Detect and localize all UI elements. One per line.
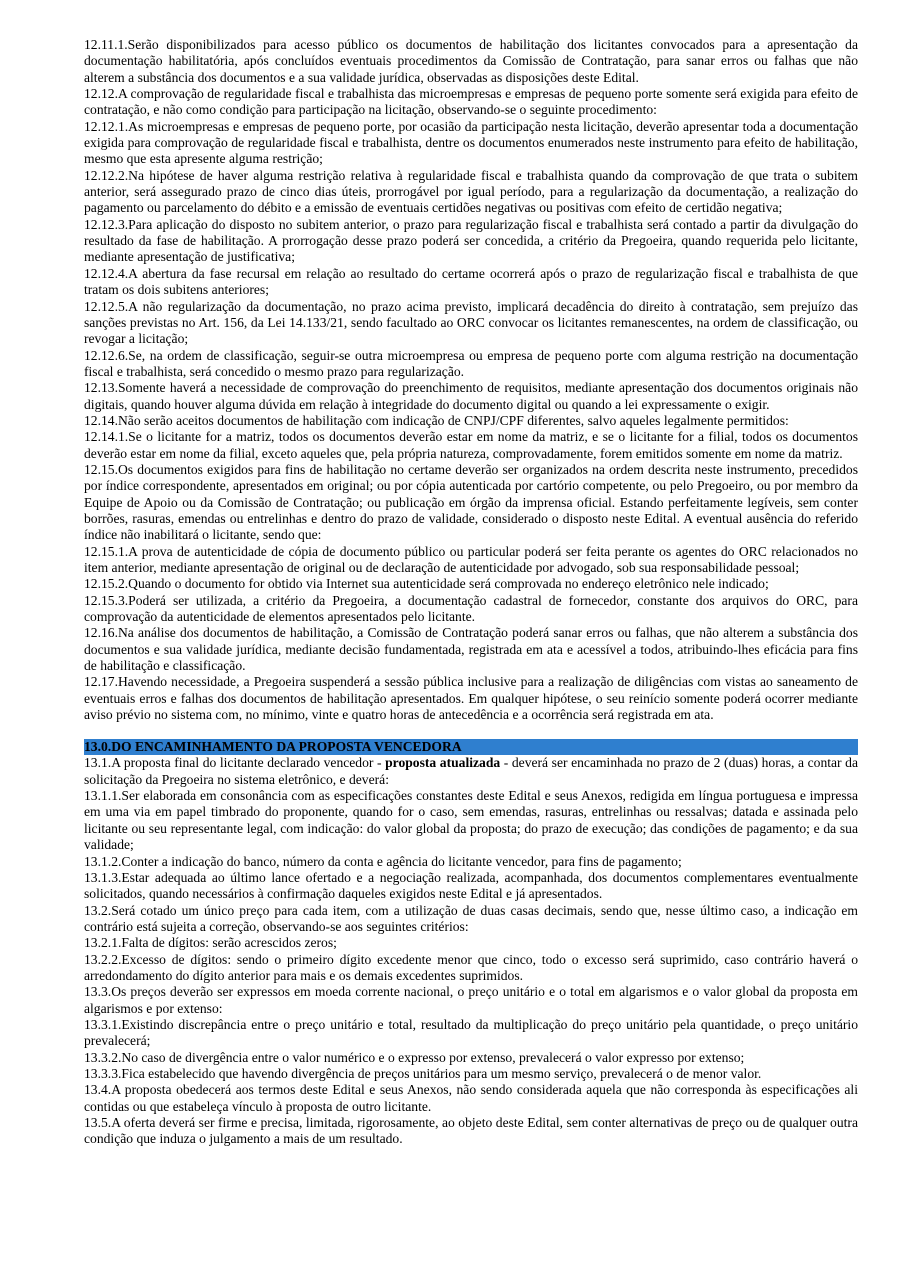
section-12 (84, 37, 858, 723)
paragraph: 13.4.A proposta obedecerá aos termos deste Edital e seus Anexos, não sendo considerada aquela que não corresponda às especificações ali contidas ou que estabeleça vínculo à proposta de outro licitante. (84, 1082, 858, 1114)
paragraph: 13.1.2.Conter a indicação do banco, número da conta e agência do licitante vencedor, para fins de pagamento; (84, 853, 682, 869)
paragraph: 12.15.1.A prova de autenticidade de cópia de documento público ou particular poderá ser feita perante os agentes do ORC relacionados no item anterior, mediante apresentação de original ou de declaração de autenticidade por advogado, sob sua responsabilidade pessoal; (84, 543, 858, 575)
paragraph: 12.12.5.A não regularização da documentação, no prazo acima previsto, implicará decadência do direito à contratação, sem prejuízo das sanções previstas no Art. 156, da Lei 14.133/21, sendo facultado ao ORC convocar os licitantes remanescentes, na ordem de classificação, ou revogar a licitação; (84, 298, 858, 347)
spacer (84, 723, 858, 739)
paragraph: 12.12.1.As microempresas e empresas de pequeno porte, por ocasião da participação nesta licitação, deverão apresentar toda a documentação exigida para comprovação de regularidade fiscal e trabalhista, dentre os documentos enumerados neste instrumento para efeito de habilitação, mesmo que esta apresente alguma restrição; (84, 118, 858, 167)
paragraph: 12.17.Havendo necessidade, a Pregoeira suspenderá a sessão pública inclusive para a realização de diligências com vistas ao saneamento de eventuais erros e falhas dos documentos de habilitação apresentados. Em qualquer hipótese, o seu reinício somente poderá ocorrer mediante aviso prévio no sistema com, no mínimo, vinte e quatro horas de antecedência e a ocorrência será registrada em ata. (84, 674, 858, 723)
paragraph: 13.3.Os preços deverão ser expressos em moeda corrente nacional, o preço unitário e o total em algarismos e o valor global da proposta em algarismos e por extenso: (84, 984, 858, 1016)
paragraph-text: - deverá ser encaminhada no prazo de 2 (duas) horas, a contar da solicitação da Pregoeira no sistema eletrônico, e deverá: (84, 755, 858, 787)
paragraph: 12.12.A comprovação de regularidade fiscal e trabalhista das microempresas e empresas de pequeno porte somente será exigida para efeito de contratação, e não como condição para participação na licitação, observando-se o seguinte procedimento: (84, 86, 858, 118)
paragraph-text: 13.1.A proposta final do licitante declarado vencedor - (84, 755, 386, 771)
paragraph: 13.3.2.No caso de divergência entre o valor numérico e o expresso por extenso, prevalecerá o valor expresso por extenso; (84, 1049, 745, 1065)
paragraph: 12.15.2.Quando o documento for obtido via Internet sua autenticidade será comprovada no endereço eletrônico nele indicado; (84, 576, 769, 592)
paragraph: 12.12.4.A abertura da fase recursal em relação ao resultado do certame ocorrerá após o prazo de regularização fiscal e trabalhista de que tratam os dois subitens anteriores; (84, 265, 858, 298)
paragraph-13-1 (84, 755, 858, 788)
paragraph: 12.16.Na análise dos documentos de habilitação, a Comissão de Contratação poderá sanar erros ou falhas, que não alterem a substância dos documentos e sua validade jurídica, mediante decisão fundamentada, registrada em ata e acessível a todos, atribuindo-lhes eficácia para fins de habilitação e classificação. (84, 625, 858, 674)
paragraph: 13.2.2.Excesso de dígitos: sendo o primeiro dígito excedente menor que cinco, todo o excesso será suprimido, caso contrário haverá o arredondamento do dígito anterior para mais e os demais excedentes suprimidos. (84, 951, 858, 983)
paragraph: 13.1.1.Ser elaborada em consonância com as especificações constantes deste Edital e seus Anexos, redigida em língua portuguesa e impressa em uma via em papel timbrado do proponente, quando for o caso, sem emendas, rasuras, entrelinhas ou ressalvas; datada e assinada pelo licitante ou seu representante legal, com indicação: do valor global da proposta; do prazo de execução; das condições de pagamento; e da sua validade; (84, 788, 858, 853)
paragraph: 12.11.1.Serão disponibilizados para acesso público os documentos de habilitação dos licitantes convocados para a apresentação da documentação habilitatória, após concluídos eventuais procedimentos da Comissão de Contratação, para sanar erros ou falhas que não alterem a substância dos documentos e a sua validade jurídica, observadas as disposições deste Edital. (84, 37, 858, 85)
section-13-items (84, 788, 858, 1148)
paragraph: 13.3.3.Fica estabelecido que havendo divergência de preços unitários para um mesmo serviço, prevalecerá o de menor valor. (84, 1065, 762, 1081)
section-heading: 13.0.DO ENCAMINHAMENTO DA PROPOSTA VENCEDORA (84, 739, 858, 755)
paragraph: 13.2.1.Falta de dígitos: serão acrescidos zeros; (84, 935, 337, 951)
paragraph: 12.12.6.Se, na ordem de classificação, seguir-se outra microempresa ou empresa de pequeno porte com alguma restrição na documentação fiscal e trabalhista, será concedido o mesmo prazo para regularização. (84, 347, 858, 379)
paragraph: 12.14.Não serão aceitos documentos de habilitação com indicação de CNPJ/CPF diferentes, salvo aqueles legalmente permitidos: (84, 412, 789, 428)
paragraph: 12.12.2.Na hipótese de haver alguma restrição relativa à regularidade fiscal e trabalhista quando da comprovação de que trata o subitem anterior, será assegurado prazo de cinco dias úteis, prorrogável por igual período, para a regularização da documentação, a realização do pagamento ou parcelamento do débito e a emissão de eventuais certidões negativas ou positivas com efeito de certidão negativa; (84, 167, 858, 216)
paragraph: 12.12.3.Para aplicação do disposto no subitem anterior, o prazo para regularização fiscal e trabalhista será contado a partir da divulgação do resultado da fase de habilitação. A prorrogação desse prazo poderá ser concedida, a critério da Pregoeira, quando requerida pelo licitante, mediante apresentação de justificativa; (84, 216, 858, 265)
paragraph: 12.13.Somente haverá a necessidade de comprovação do preenchimento de requisitos, mediante apresentação dos documentos originais não digitais, quando houver alguma dúvida em relação à integridade do documento digital ou quando a lei expressamente o exigir. (84, 380, 858, 412)
paragraph: 13.2.Será cotado um único preço para cada item, com a utilização de duas casas decimais, sendo que, nesse último caso, a indicação em contrário está sujeita a correção, observando-se aos seguintes critérios: (84, 902, 858, 934)
paragraph: 12.15.Os documentos exigidos para fins de habilitação no certame deverão ser organizados na ordem descrita neste instrumento, precedidos por índice correspondente, apresentados em original; ou por cópia autenticada por cartório competente, ou pelo Pregoeiro, ou por membro da Equipe de Apoio ou da Comissão de Contratação; ou publicação em órgão da imprensa oficial. Estando perfeitamente legíveis, sem conter borrões, rasuras, emendas ou entrelinhas e dentro do prazo de validade, considerado o disposto neste Edital. A eventual ausência do referido índice não inabilitará o licitante, sendo que: (84, 461, 858, 543)
paragraph: 12.14.1.Se o licitante for a matriz, todos os documentos deverão estar em nome da matriz, e se o licitante for a filial, todos os documentos deverão estar em nome da filial, exceto aqueles que, pela própria natureza, comprovadamente, forem emitidos somente em nome da matriz. (84, 429, 858, 461)
document-page (84, 37, 858, 1148)
paragraph: 13.1.3.Estar adequada ao último lance ofertado e a negociação realizada, acompanhada, dos documentos complementares eventualmente solicitados, quando necessários à confirmação daqueles exigidos neste Edital e já apresentados. (84, 869, 858, 902)
paragraph: 13.3.1.Existindo discrepância entre o preço unitário e total, resultado da multiplicação do preço unitário pela quantidade, o preço unitário prevalecerá; (84, 1016, 858, 1049)
bold-text: proposta atualizada (385, 755, 501, 771)
paragraph: 13.5.A oferta deverá ser firme e precisa, limitada, rigorosamente, ao objeto deste Edital, sem conter alternativas de preço ou de qualquer outra condição que induza o julgamento a mais de um resultado. (84, 1115, 858, 1147)
paragraph: 12.15.3.Poderá ser utilizada, a critério da Pregoeira, a documentação cadastral de fornecedor, constante dos arquivos do ORC, para comprovação da autenticidade de elementos apresentados pelo licitante. (84, 592, 858, 625)
